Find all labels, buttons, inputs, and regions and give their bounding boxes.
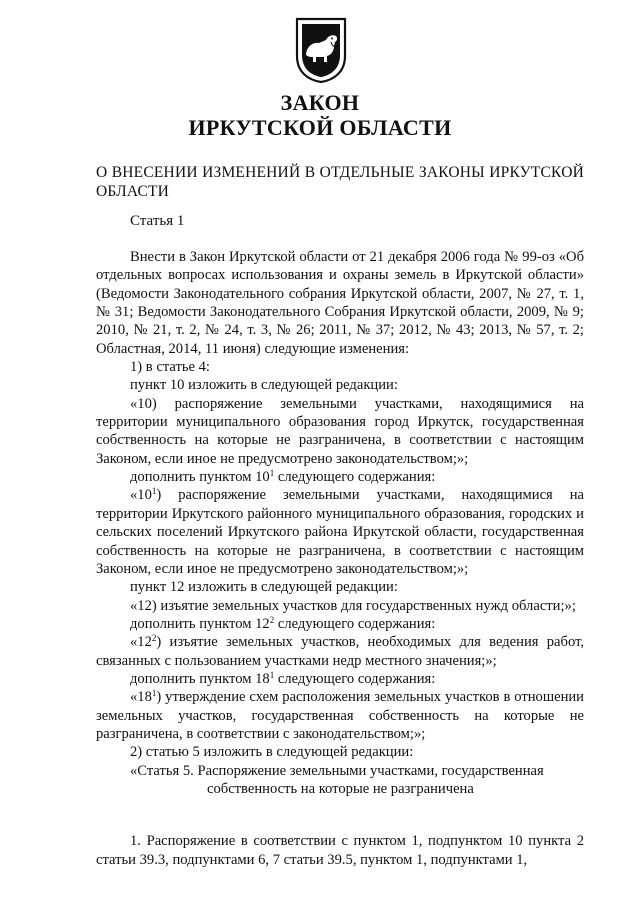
text-fragment: следующего содержания: — [274, 670, 436, 687]
superscript: 1 — [269, 669, 275, 680]
superscript: 1 — [269, 468, 275, 479]
text-fragment: «Статья 5. Распоряжение земельными участками, государственная — [130, 762, 544, 779]
paragraph: 2) статью 5 изложить в следующей редакции: — [130, 744, 414, 761]
paragraph: «10) распоряжение земельными участками, находящимися на территории муниципального образования город Иркутск, государственная собственность на которые не разграничена, в соответствии с настоящим Законом, если иное не предусмотрено законодательством;»; — [96, 395, 584, 467]
text-fragment: собственность на которые не разграничена — [207, 780, 474, 797]
paragraph — [96, 670, 584, 688]
law-title-line1: ЗАКОН — [280, 90, 360, 115]
paragraph: пункт 10 изложить в следующей редакции: — [130, 377, 398, 394]
paragraph — [96, 468, 584, 486]
superscript: 1 — [151, 486, 157, 497]
text-fragment: дополнить пунктом 18 — [130, 670, 270, 687]
irkutsk-coat-of-arms-icon — [294, 16, 348, 84]
paragraph: «12) изъятие земельных участков для государственных нужд области;»; — [130, 597, 576, 614]
text-fragment: дополнить пунктом 12 — [130, 615, 270, 632]
text-fragment: «10 — [130, 487, 152, 504]
article-body — [96, 248, 584, 869]
law-subject: О ВНЕСЕНИИ ИЗМЕНЕНИЙ В ОТДЕЛЬНЫЕ ЗАКОНЫ ИРКУТСКОЙ ОБЛАСТИ — [96, 164, 584, 200]
superscript: 1 — [151, 688, 157, 699]
law-title-line2: ИРКУТСКОЙ ОБЛАСТИ — [188, 115, 452, 140]
text-fragment: дополнить пунктом 10 — [130, 469, 270, 486]
paragraph — [96, 688, 584, 743]
paragraph: пункт 12 изложить в следующей редакции: — [130, 579, 398, 596]
text-fragment: «12 — [130, 634, 152, 651]
paragraph — [96, 486, 584, 578]
paragraph: 1. Распоряжение в соответствии с пунктом 1, подпунктом 10 пункта 2 статьи 39.3, подпунктами 6, 7 статьи 39.5, пунктом 1, подпунктами 1, — [96, 833, 584, 868]
text-fragment: следующего содержания: — [274, 615, 436, 632]
superscript: 2 — [269, 614, 275, 625]
article-5-heading — [96, 762, 584, 799]
text-fragment: следующего содержания: — [274, 469, 436, 486]
superscript: 2 — [151, 633, 157, 644]
paragraph — [96, 615, 584, 633]
article-heading: Статья 1 — [130, 213, 185, 229]
text-fragment: ) распоряжение земельными участками, находящимися на территории Иркутского районного муниципального образования, городских и сельских поселений Иркутского района Иркутской области, государственная собственность на которые не разграничена, в соответствии с настоящим Законом, если иное не предусмотрено законодательством;»; — [96, 487, 584, 577]
paragraph: Внести в Закон Иркутской области от 21 декабря 2006 года № 99-оз «Об отдельных вопросах использования и охраны земель в Иркутской области» (Ведомости Законодательного собрания Иркутской области, 2007, № 27, т. 1, № 31; Ведомости Законодательного Собрания Иркутской области, 2009, № 9; 2010, № 21, т. 2, № 24, т. 3, № 26; 2011, № 37; 2012, № 43; 2013, № 57, т. 2; Областная, 2014, 11 июня) следующие изменения: — [96, 249, 584, 357]
text-fragment: ) утверждение схем расположения земельных участков в отношении земельных участков, государственная собственность на которые не разграничена, в соответствии с законодательством;»; — [96, 689, 584, 742]
text-fragment: ) изъятие земельных участков, необходимых для ведения работ, связанных с пользованием участками недр местного значения;»; — [96, 634, 584, 669]
paragraph: 1) в статье 4: — [130, 359, 210, 376]
paragraph — [96, 633, 584, 670]
text-fragment: «18 — [130, 689, 152, 706]
